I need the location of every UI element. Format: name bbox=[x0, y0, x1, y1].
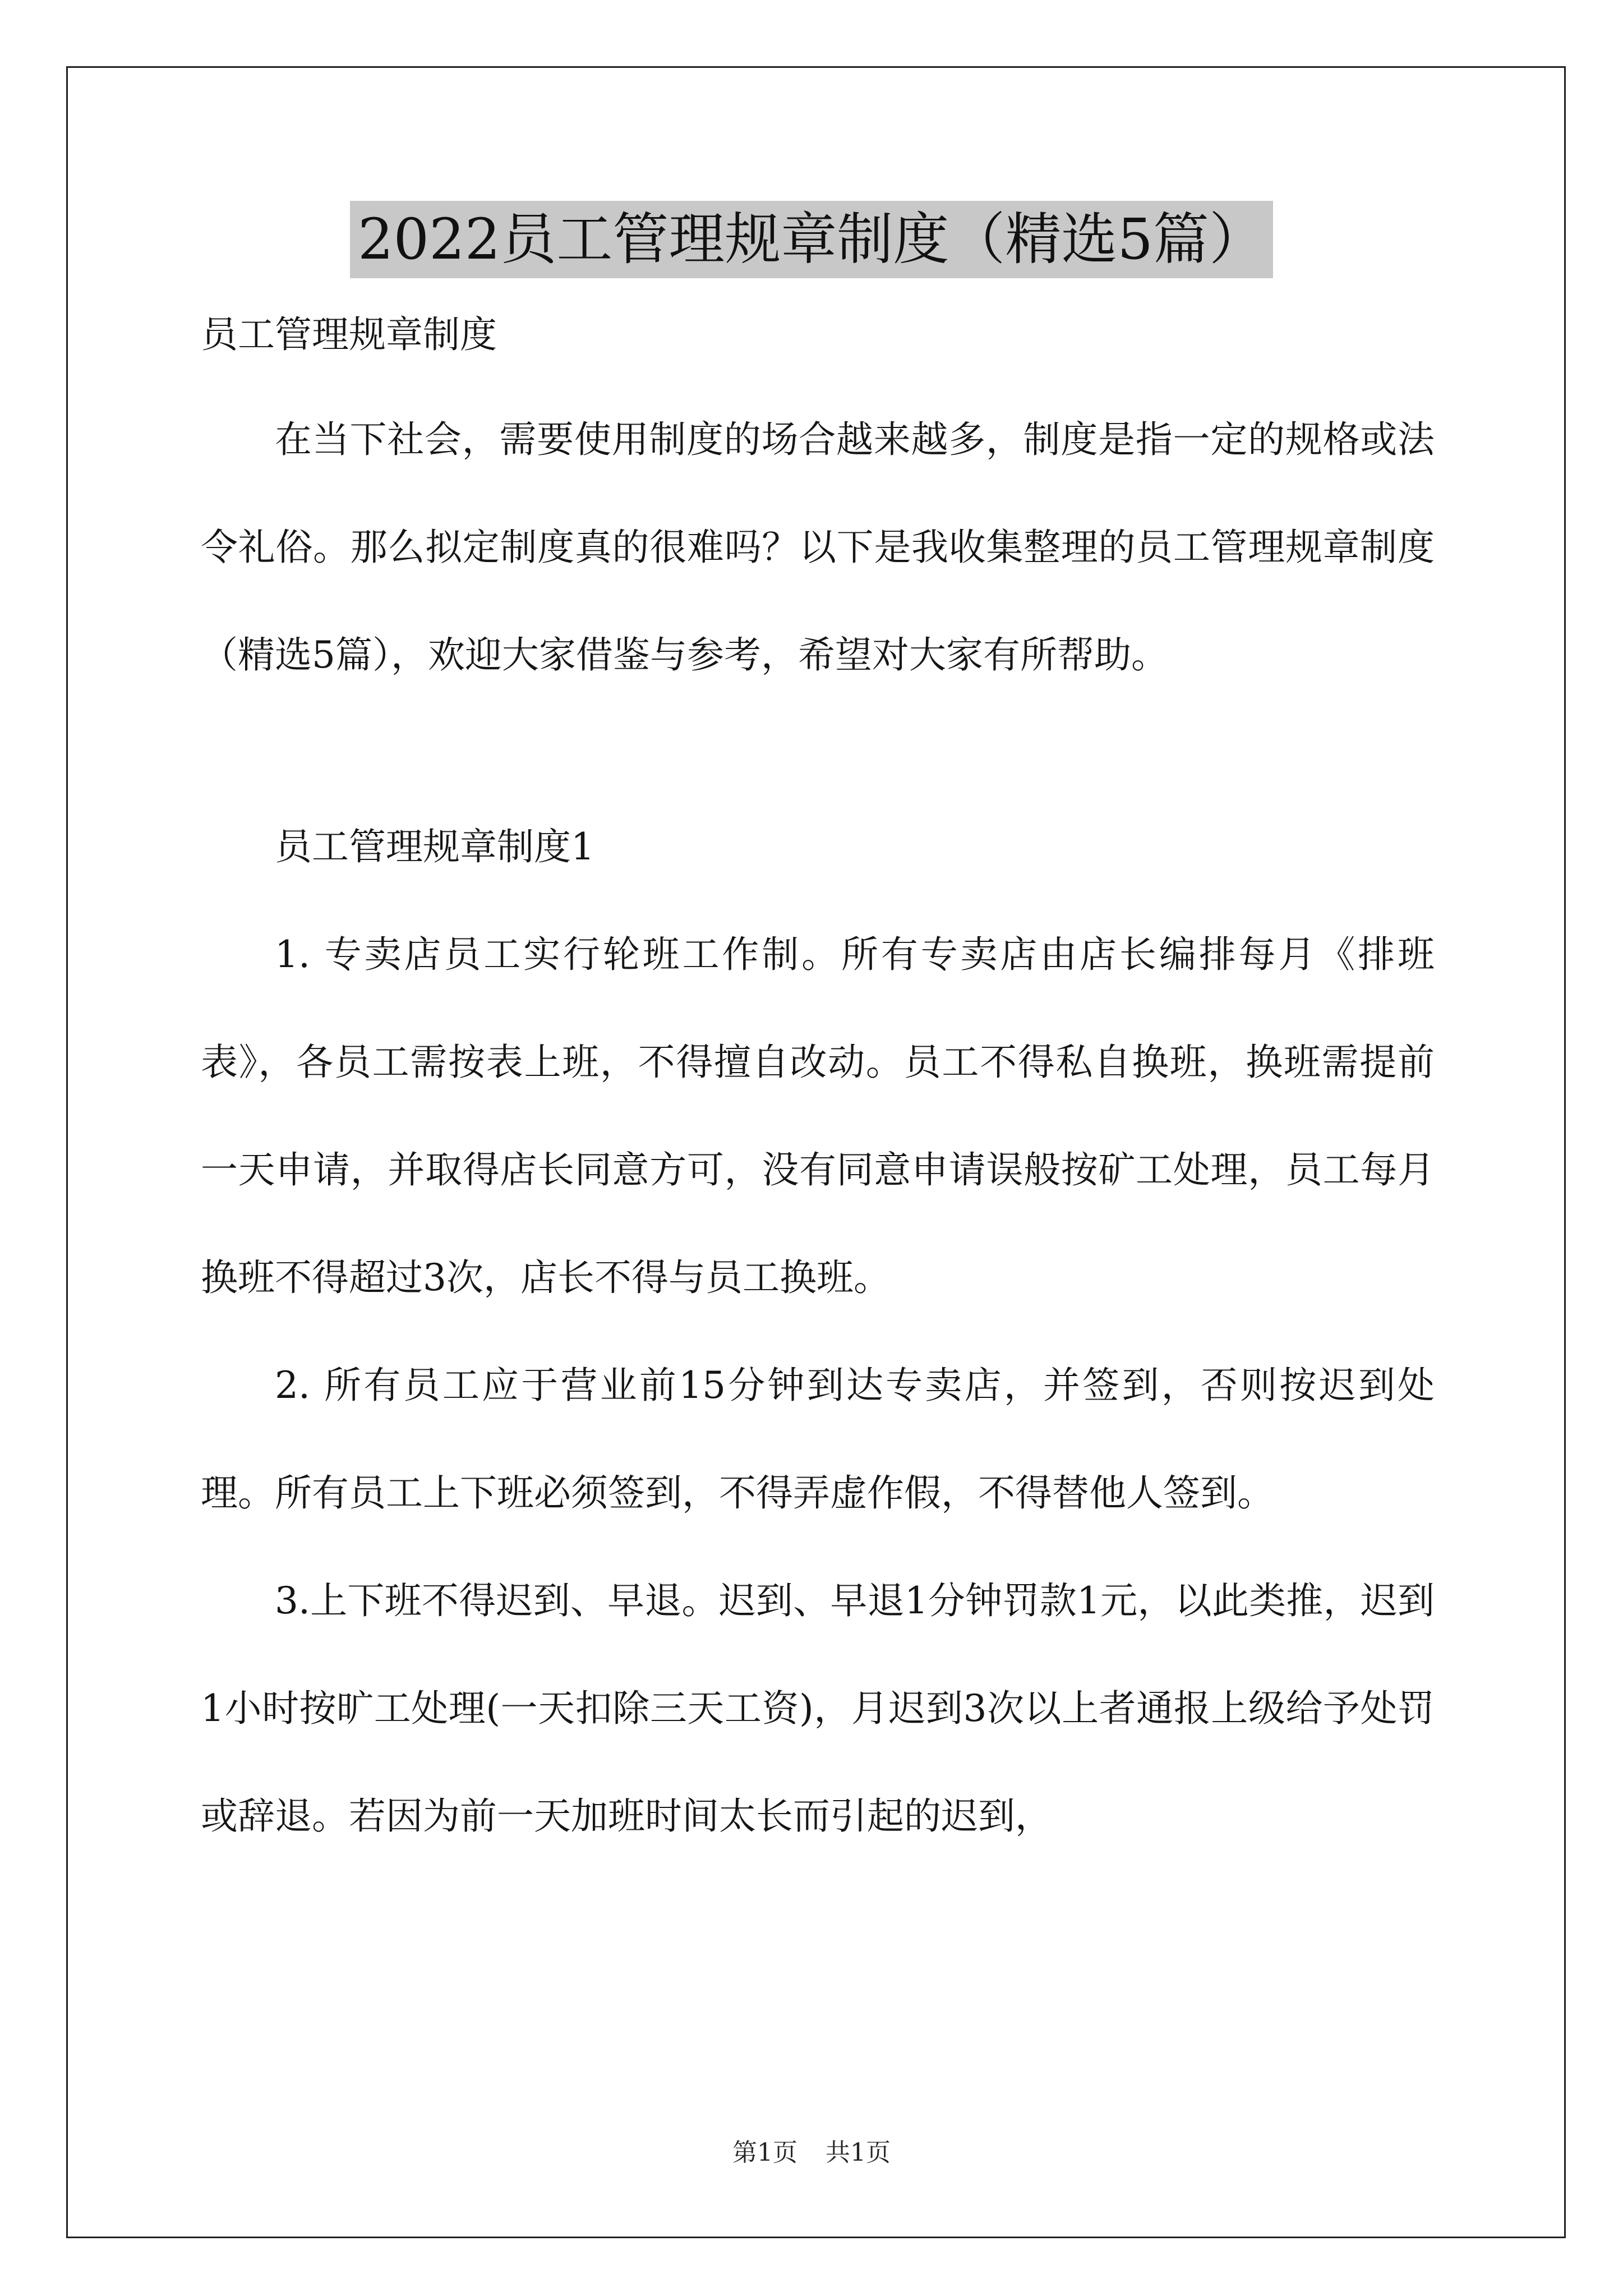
section-spacer bbox=[201, 709, 1435, 793]
document-title: 2022员工管理规章制度（精选5篇） bbox=[350, 201, 1273, 278]
section-heading: 员工管理规章制度1 bbox=[275, 825, 594, 868]
rule-item-3: 3.上下班不得迟到、早退。迟到、早退1分钟罚款1元，以此类推，迟到1小时按旷工处理(一天扣除三天工资)，月迟到3次以上者通报上级给予处罚或辞退。若因为前一天加班时间太长而引起的迟到， bbox=[201, 1579, 1435, 1838]
intro-paragraph: 在当下社会，需要使用制度的场合越来越多，制度是指一定的规格或法令礼俗。那么拟定制度真的很难吗？以下是我收集整理的员工管理规章制度（精选5篇），欢迎大家借鉴与参考，希望对大家有所帮助。 bbox=[201, 418, 1435, 677]
page-number: 第1页 bbox=[732, 2138, 797, 2167]
title-container bbox=[0, 201, 1623, 278]
rule-item-1: 1. 专卖店员工实行轮班工作制。所有专卖店由店长编排每月《排班表》，各员工需按表上班，不得擅自改动。员工不得私自换班，换班需提前一天申请，并取得店长同意方可，没有同意申请误般按矿工处理，员工每月换班不得超过3次，店长不得与员工换班。 bbox=[201, 933, 1435, 1299]
document-body bbox=[201, 307, 1435, 1870]
rule-item-2: 2. 所有员工应于营业前15分钟到达专卖店，并签到，否则按迟到处理。所有员工上下班必须签到，不得弄虚作假，不得替他人签到。 bbox=[201, 1364, 1435, 1515]
page-total: 共1页 bbox=[826, 2138, 891, 2167]
document-subtitle: 员工管理规章制度 bbox=[201, 313, 497, 356]
page-footer bbox=[0, 2136, 1623, 2170]
